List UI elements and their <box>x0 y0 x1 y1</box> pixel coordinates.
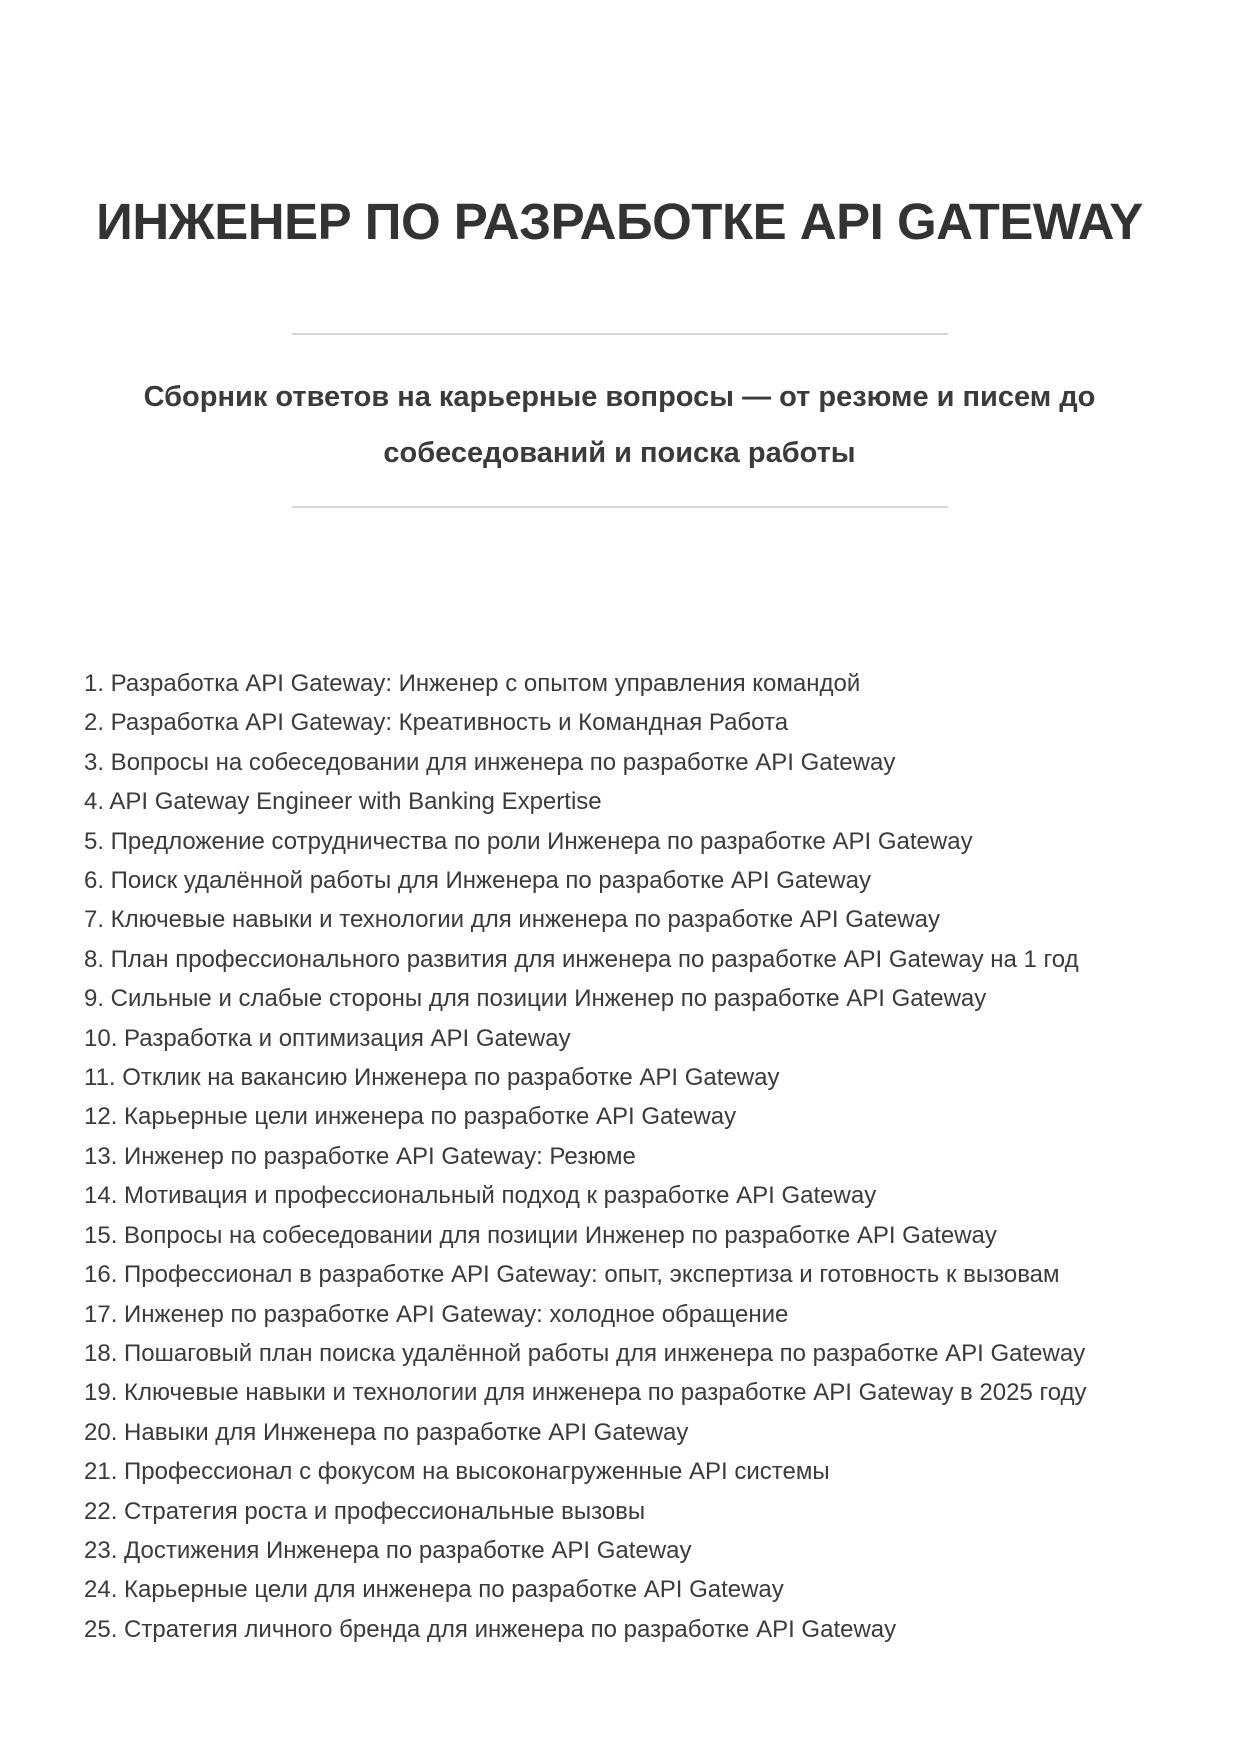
subtitle-line-2: собеседований и поиска работы <box>383 437 856 469</box>
toc-item: 10. Разработка и оптимизация API Gateway <box>84 1024 571 1052</box>
toc-item: 9. Сильные и слабые стороны для позиции Инженер по разработке API Gateway <box>84 985 987 1013</box>
toc-item: 12. Карьерные цели инженера по разработке API Gateway <box>84 1103 737 1131</box>
toc-item: 2. Разработка API Gateway: Креативность и Командная Работа <box>84 709 789 737</box>
toc-item: 4. API Gateway Engineer with Banking Expertise <box>84 788 602 816</box>
toc-item: 5. Предложение сотрудничества по роли Инженера по разработке API Gateway <box>84 827 973 855</box>
subtitle-line-1: Сборник ответов на карьерные вопросы — от резюме и писем до <box>143 381 1096 413</box>
toc-item: 8. План профессионального развития для инженера по разработке API Gateway на 1 год <box>84 945 1079 973</box>
toc-item: 13. Инженер по разработке API Gateway: Резюме <box>84 1142 636 1170</box>
toc-item: 14. Мотивация и профессиональный подход к разработке API Gateway <box>84 1182 877 1210</box>
toc-item: 19. Ключевые навыки и технологии для инженера по разработке API Gateway в 2025 году <box>84 1379 1087 1407</box>
toc-item: 3. Вопросы на собеседовании для инженера по разработке API Gateway <box>84 748 896 776</box>
toc-item: 22. Стратегия роста и профессиональные вызовы <box>84 1497 646 1525</box>
toc-item: 18. Пошаговый план поиска удалённой работы для инженера по разработке API Gateway <box>84 1339 1086 1367</box>
toc-item: 17. Инженер по разработке API Gateway: холодное обращение <box>84 1300 789 1328</box>
toc-item: 20. Навыки для Инженера по разработке API Gateway <box>84 1418 689 1446</box>
page-title: ИНЖЕНЕР ПО РАЗРАБОТКЕ API GATEWAY <box>96 193 1143 250</box>
toc-item: 21. Профессионал с фокусом на высоконагруженные API системы <box>84 1458 830 1486</box>
toc-item: 6. Поиск удалённой работы для Инженера по разработке API Gateway <box>84 867 871 895</box>
toc-item: 11. Отклик на вакансию Инженера по разработке API Gateway <box>84 1064 780 1092</box>
page-subtitle <box>0 369 1239 481</box>
toc-item: 15. Вопросы на собеседовании для позиции Инженер по разработке API Gateway <box>84 1221 997 1249</box>
divider-bottom <box>292 506 948 508</box>
toc-item: 24. Карьерные цели для инженера по разработке API Gateway <box>84 1576 784 1604</box>
toc-item: 7. Ключевые навыки и технологии для инженера по разработке API Gateway <box>84 906 940 934</box>
divider-top <box>292 333 948 335</box>
toc-item: 23. Достижения Инженера по разработке API Gateway <box>84 1536 692 1564</box>
toc-item: 1. Разработка API Gateway: Инженер с опытом управления командой <box>84 670 861 697</box>
toc-item: 25. Стратегия личного бренда для инженера по разработке API Gateway <box>84 1615 897 1643</box>
toc-item: 16. Профессионал в разработке API Gateway: опыт, экспертиза и готовность к вызовам <box>84 1261 1060 1289</box>
toc-list <box>84 664 1179 1649</box>
